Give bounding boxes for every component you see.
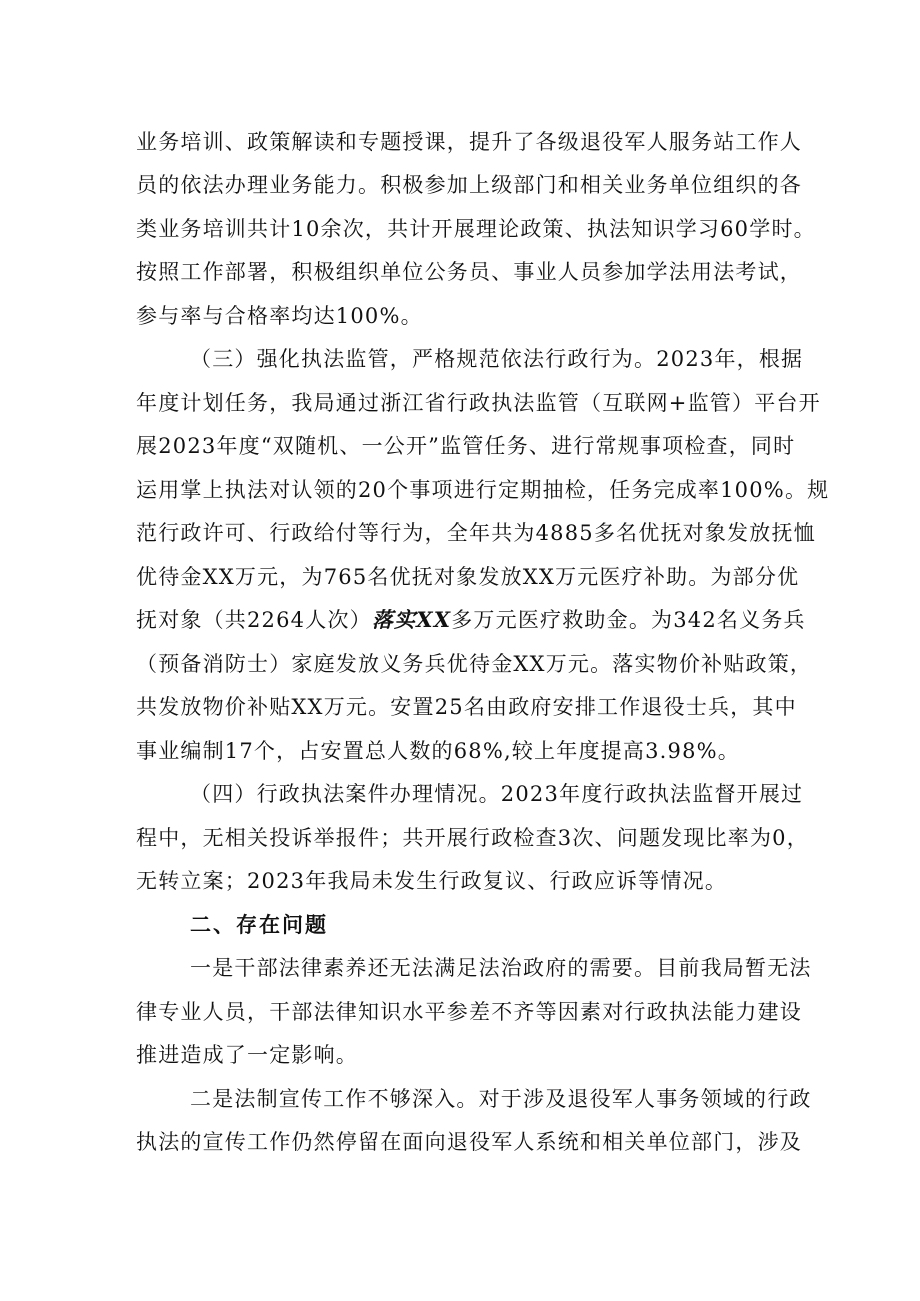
paragraph-line: 执法的宣传工作仍然停留在面向退役军人系统和相关单位部门，涉及 bbox=[136, 1130, 802, 1154]
paragraph-line: 优待金XX万元，为765名优抚对象发放XX万元医疗补助。为部分优 bbox=[136, 565, 800, 589]
section-heading: 二、存在问题 bbox=[190, 913, 328, 937]
paragraph-line: 运用掌上执法对认领的20个事项进行定期抽检，任务完成率100%。规 bbox=[136, 478, 830, 502]
paragraph-line: 业务培训、政策解读和专题授课，提升了各级退役军人服务站工作人 bbox=[136, 130, 802, 154]
paragraph-line: 范行政许可、行政给付等行为，全年共为4885多名优抚对象发放抚恤 bbox=[136, 521, 816, 545]
paragraph-line: 推进造成了一定影响。 bbox=[136, 1043, 358, 1067]
paragraph-line: 二是法制宣传工作不够深入。对于涉及退役军人事务领域的行政 bbox=[190, 1087, 812, 1111]
paragraph-line: （预备消防士）家庭发放义务兵优待金XX万元。落实物价补贴政策， bbox=[136, 652, 813, 676]
paragraph-line: 参与率与合格率均达100%。 bbox=[136, 304, 423, 328]
paragraph-line: 按照工作部署，积极组织单位公务员、事业人员参加学法用法考试， bbox=[136, 260, 802, 284]
paragraph-line: （三）强化执法监管，严格规范依法行政行为。2023年，根据 bbox=[190, 347, 804, 371]
paragraph-line: （四）行政执法案件办理情况。2023年度行政执法监督开展过 bbox=[190, 782, 804, 806]
paragraph-line: 展2023年度“双随机、一公开”监管任务、进行常规事项检查，同时 bbox=[136, 434, 796, 458]
paragraph-line: 律专业人员，干部法律知识水平参差不齐等因素对行政执法能力建设 bbox=[136, 1000, 802, 1024]
paragraph-line: 一是干部法律素养还无法满足法治政府的需要。目前我局暂无法 bbox=[190, 956, 812, 980]
paragraph-line: 年度计划任务，我局通过浙江省行政执法监管（互联网+监管）平台开 bbox=[136, 391, 821, 415]
paragraph-line: 共发放物价补贴XX万元。安置25名由政府安排工作退役士兵，其中 bbox=[136, 695, 797, 719]
paragraph-line bbox=[136, 605, 806, 635]
line-text: 抚对象（共2264人次） bbox=[136, 608, 372, 632]
line-text: 多万元医疗救助金。为342名义务兵 bbox=[451, 608, 806, 632]
emphasized-text: 落实XX bbox=[371, 607, 452, 632]
paragraph-line: 无转立案；2023年我局未发生行政复议、行政应诉等情况。 bbox=[136, 869, 728, 893]
paragraph-line: 程中，无相关投诉举报件；共开展行政检查3次、问题发现比率为0， bbox=[136, 826, 809, 850]
paragraph-line: 事业编制17个，占安置总人数的68%,较上年度提高3.98%。 bbox=[136, 739, 740, 763]
paragraph-line: 员的依法办理业务能力。积极参加上级部门和相关业务单位组织的各 bbox=[136, 173, 802, 197]
paragraph-line: 类业务培训共计10余次，共计开展理论政策、执法知识学习60学时。 bbox=[136, 217, 816, 241]
